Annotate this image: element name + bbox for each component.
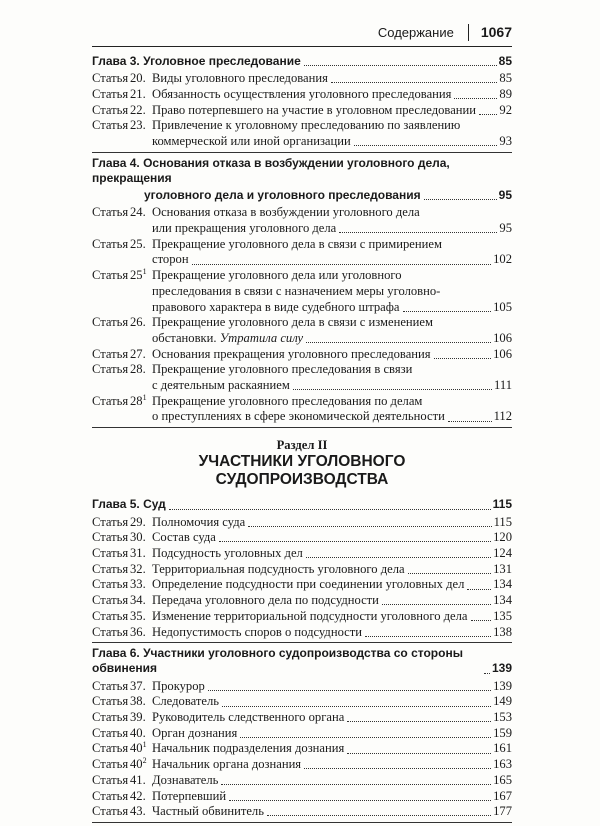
article-title-line	[152, 546, 512, 561]
chapter-page: 85	[498, 54, 512, 68]
article-number: 38.	[130, 694, 146, 709]
part-label: Раздел II	[276, 438, 328, 453]
article-title: Прекращение уголовного дела в связи с примирением	[152, 236, 442, 251]
chapter-title-row	[92, 156, 512, 186]
leader-dots	[434, 358, 492, 359]
article-superscript: 1	[142, 392, 147, 402]
article-title-line	[152, 284, 512, 299]
toc-entry	[92, 252, 512, 267]
toc-entry	[92, 87, 512, 102]
toc-entry	[92, 205, 512, 220]
running-head	[0, 22, 512, 42]
toc-entry	[92, 362, 512, 377]
header-separator	[468, 24, 469, 41]
article-title: Обязанность осуществления уголовного преследования	[152, 86, 452, 101]
chapter-section	[92, 54, 512, 153]
article-title-line	[152, 726, 512, 741]
article-title: Руководитель следственного органа	[152, 710, 345, 725]
article-title: Состав суда	[152, 530, 216, 545]
article-title: Прекращение уголовного дела в связи с изменением	[152, 315, 433, 330]
article-superscript: 1	[142, 266, 147, 276]
leader-dots	[347, 753, 491, 754]
article-number: 22.	[130, 102, 146, 117]
article-title-line	[152, 679, 512, 694]
toc-entry	[92, 530, 512, 545]
article-number: 39.	[130, 710, 146, 725]
toc-entry	[92, 577, 512, 592]
toc-entry	[92, 118, 512, 133]
leader-dots	[192, 264, 492, 265]
toc-entry	[92, 625, 512, 640]
article-title-line	[152, 530, 512, 545]
article-page: 124	[493, 545, 512, 560]
leader-dots	[221, 784, 491, 785]
article-number: 33.	[130, 577, 146, 592]
article-title: Потерпевший	[152, 788, 227, 803]
article-title-line	[152, 87, 512, 102]
toc-entry	[92, 409, 512, 424]
leader-dots	[403, 311, 492, 312]
article-page: 106	[493, 330, 512, 345]
chapter-title: Глава 4. Основания отказа в возбуждении уголовного дела, прекращения	[92, 155, 450, 185]
leader-dots	[484, 673, 490, 674]
article-title: Основания прекращения уголовного преследования	[152, 346, 431, 361]
article-label: Статья	[92, 694, 129, 709]
article-page: 134	[493, 577, 512, 592]
article-page: 111	[494, 378, 512, 393]
toc-entry	[92, 378, 512, 393]
article-title: Прекращение уголовного преследования в связи	[152, 362, 413, 377]
article-number: 30.	[130, 530, 146, 545]
article-page: 115	[493, 514, 512, 529]
leader-dots	[331, 82, 498, 83]
chapter-title-row	[92, 646, 512, 676]
leader-dots	[208, 690, 491, 691]
article-title-line	[152, 118, 512, 133]
article-page: 112	[493, 409, 512, 424]
article-number: 31.	[130, 545, 146, 560]
article-label: Статья	[92, 268, 129, 283]
article-label: Статья	[92, 593, 129, 608]
toc-entry	[92, 562, 512, 577]
article-label: Статья	[92, 772, 129, 787]
article-number: 36.	[130, 624, 146, 639]
article-page: 106	[493, 346, 512, 361]
article-title: Частный обвинитель	[152, 804, 264, 819]
article-number: 26.	[130, 315, 146, 330]
article-title: Следователь	[152, 694, 219, 709]
article-title-line	[152, 773, 512, 788]
article-number: 29.	[130, 514, 146, 529]
article-number: 23.	[130, 118, 146, 133]
article-title-line	[152, 515, 512, 530]
leader-dots	[354, 145, 498, 146]
article-title: правового характера в виде судебного штрафа	[152, 299, 400, 314]
article-page: 89	[499, 86, 512, 101]
leader-dots	[240, 737, 491, 738]
article-page: 92	[499, 102, 512, 117]
article-title-line	[152, 804, 512, 819]
chapter-section	[92, 156, 512, 428]
toc-entry	[92, 394, 512, 409]
article-title-line	[152, 789, 512, 804]
article-title: Виды уголовного преследования	[152, 71, 328, 86]
article-title: Основания отказа в возбуждении уголовного дела	[152, 205, 420, 220]
article-title: обстановки. Утратила силу	[152, 330, 304, 345]
page-number: 1067	[480, 24, 512, 40]
article-number: 41.	[130, 772, 146, 787]
article-label: Статья	[92, 86, 129, 101]
article-title-line	[152, 378, 512, 393]
leader-dots	[467, 589, 491, 590]
article-title-line	[152, 205, 512, 220]
part-title-line: СУДОПРОИЗВОДСТВА	[215, 471, 389, 489]
leader-dots	[454, 98, 497, 99]
leader-dots	[219, 541, 491, 542]
article-title: Недопустимость споров о подсудности	[152, 624, 363, 639]
chapter-title: Глава 3. Уголовное преследование	[92, 54, 301, 68]
toc-entry	[92, 315, 512, 330]
article-label: Статья	[92, 678, 129, 693]
article-page: 105	[493, 299, 512, 314]
leader-dots	[471, 620, 492, 621]
toc-bottom-sections	[92, 497, 512, 823]
article-page: 134	[493, 593, 512, 608]
toc-entry	[92, 694, 512, 709]
article-title-line	[152, 347, 512, 362]
toc-entry	[92, 515, 512, 530]
toc-entry	[92, 741, 512, 756]
article-number: 43.	[130, 804, 146, 819]
article-title: о преступлениях в сфере экономической деятельности	[152, 409, 445, 424]
article-title: Определение подсудности при соединении уголовных дел	[152, 577, 465, 592]
article-title-line	[152, 593, 512, 608]
part-heading	[92, 438, 512, 489]
article-label: Статья	[92, 741, 129, 756]
toc-entry	[92, 71, 512, 86]
toc-entry	[92, 221, 512, 236]
toc-entry	[92, 331, 512, 346]
toc-entry	[92, 284, 512, 299]
chapter-title-row	[92, 497, 512, 512]
toc-entry	[92, 726, 512, 741]
leader-dots	[229, 800, 491, 801]
article-title-line	[152, 71, 512, 86]
article-title-line	[152, 757, 512, 772]
article-title: преследования в связи с назначением меры уголовно-	[152, 283, 441, 298]
leader-dots	[304, 65, 497, 66]
article-number: 37.	[130, 678, 146, 693]
article-title-line	[152, 741, 512, 756]
leader-dots	[306, 342, 491, 343]
article-page: 159	[493, 725, 512, 740]
article-title-line	[152, 609, 512, 624]
chapter-page: 139	[491, 661, 512, 676]
article-title: Передача уголовного дела по подсудности	[152, 593, 379, 608]
article-title: Начальник органа дознания	[152, 757, 302, 772]
article-superscript: 1	[142, 740, 147, 750]
part-title-line: УЧАСТНИКИ УГОЛОВНОГО	[198, 453, 406, 471]
leader-dots	[382, 604, 491, 605]
article-label: Статья	[92, 624, 129, 639]
article-title-line	[152, 577, 512, 592]
toc-entry	[92, 103, 512, 118]
article-label: Статья	[92, 346, 129, 361]
article-number: $40^2$	[130, 755, 147, 772]
leader-dots	[408, 573, 492, 574]
toc-entry	[92, 679, 512, 694]
article-label: Статья	[92, 804, 129, 819]
article-title-line	[152, 625, 512, 640]
article-page: 149	[493, 694, 512, 709]
leader-dots	[448, 421, 492, 422]
article-number: 32.	[130, 561, 146, 576]
article-title: Прекращение уголовного преследования по делам	[152, 393, 423, 408]
article-title-line	[152, 362, 512, 377]
article-superscript: 2	[142, 755, 147, 765]
leader-dots	[304, 768, 491, 769]
chapter-title-row	[92, 54, 512, 69]
article-label: Статья	[92, 710, 129, 725]
toc-entry	[92, 237, 512, 252]
article-page: 120	[493, 530, 512, 545]
article-title: Полномочия суда	[152, 514, 246, 529]
leader-dots	[339, 232, 497, 233]
article-title: Право потерпевшего на участие в уголовном преследовании	[152, 102, 477, 117]
article-title-line	[152, 331, 512, 346]
article-number: 28.	[130, 362, 146, 377]
leader-dots	[222, 706, 491, 707]
article-label: Статья	[92, 788, 129, 803]
article-page: 135	[493, 608, 512, 623]
article-page: 131	[493, 561, 512, 576]
article-number: $25^1$	[130, 266, 147, 283]
article-label: Статья	[92, 514, 129, 529]
article-title: Дознаватель	[152, 772, 219, 787]
toc-entry	[92, 710, 512, 725]
article-label: Статья	[92, 236, 129, 251]
article-label: Статья	[92, 315, 129, 330]
leader-dots	[248, 526, 491, 527]
toc-top-sections	[92, 54, 512, 428]
chapter-title-row	[92, 188, 512, 203]
toc-entry	[92, 757, 512, 772]
article-title-line	[152, 103, 512, 118]
article-number: 40.	[130, 725, 146, 740]
article-label: Статья	[92, 757, 129, 772]
header-rule	[92, 46, 512, 47]
article-number: 35.	[130, 608, 146, 623]
article-title-line	[152, 252, 512, 267]
article-page: 167	[493, 788, 512, 803]
article-number: 21.	[130, 86, 146, 101]
chapter-title: уголовного дела и уголовного преследования	[144, 188, 421, 203]
article-title: Подсудность уголовных дел	[152, 545, 303, 560]
leader-dots	[293, 389, 492, 390]
toc-entry	[92, 773, 512, 788]
article-page: 95	[499, 221, 512, 236]
article-label: Статья	[92, 393, 129, 408]
leader-dots	[347, 721, 491, 722]
toc-entry	[92, 789, 512, 804]
article-page: 85	[499, 71, 512, 86]
toc-entry	[92, 609, 512, 624]
toc-entry	[92, 804, 512, 819]
article-label: Статья	[92, 205, 129, 220]
article-label: Статья	[92, 102, 129, 117]
article-title: коммерческой или иной организации	[152, 134, 351, 149]
article-label: Статья	[92, 577, 129, 592]
article-label: Статья	[92, 561, 129, 576]
article-page: 139	[493, 678, 512, 693]
article-label: Статья	[92, 725, 129, 740]
toc-entry	[92, 300, 512, 315]
article-page: 153	[493, 710, 512, 725]
toc-entry	[92, 134, 512, 149]
chapter-page: 95	[498, 188, 512, 203]
article-title: Прекращение уголовного дела или уголовного	[152, 268, 402, 283]
article-title: Изменение территориальной подсудности уголовного дела	[152, 608, 468, 623]
article-label: Статья	[92, 362, 129, 377]
chapter-page: 115	[492, 497, 512, 512]
article-number: 24.	[130, 205, 146, 220]
article-page: 163	[493, 757, 512, 772]
article-page: 93	[499, 134, 512, 149]
leader-dots	[479, 114, 497, 115]
toc-entry	[92, 593, 512, 608]
leader-dots	[169, 509, 491, 510]
article-title: Привлечение к уголовному преследованию по заявлению	[152, 118, 461, 133]
toc-entry	[92, 546, 512, 561]
article-label: Статья	[92, 545, 129, 560]
article-number: 34.	[130, 593, 146, 608]
article-title-line	[152, 268, 512, 283]
article-title-line	[152, 300, 512, 315]
article-title-line	[152, 562, 512, 577]
leader-dots	[306, 557, 491, 558]
article-title: с деятельным раскаянием	[152, 378, 290, 393]
article-title-line	[152, 409, 512, 424]
leader-dots	[267, 815, 491, 816]
toc-entry	[92, 268, 512, 283]
article-number: $40^1$	[130, 740, 147, 756]
article-number: 25.	[130, 236, 146, 251]
article-title-line	[152, 315, 512, 330]
article-label: Статья	[92, 608, 129, 623]
article-title-line	[152, 394, 512, 409]
article-label: Статья	[92, 530, 129, 545]
article-number: $28^1$	[130, 392, 147, 408]
article-page: 102	[493, 252, 512, 267]
article-title-line	[152, 134, 512, 149]
chapter-section	[92, 497, 512, 643]
article-number: 42.	[130, 788, 146, 803]
table-of-contents	[92, 54, 512, 826]
leader-dots	[365, 636, 491, 637]
chapter-title: Глава 6. Участники уголовного судопроизводства со стороны обвинения	[92, 646, 463, 676]
article-page: 177	[493, 804, 512, 819]
article-title-line	[152, 694, 512, 709]
article-page: 161	[493, 741, 512, 756]
article-title-line	[152, 710, 512, 725]
article-number: 27.	[130, 346, 146, 361]
article-title: сторон	[152, 252, 189, 267]
article-title: или прекращения уголовного дела	[152, 221, 337, 236]
article-label: Статья	[92, 118, 129, 133]
toc-entry	[92, 347, 512, 362]
article-label: Статья	[92, 71, 129, 86]
article-title: Прокурор	[152, 678, 205, 693]
chapter-section	[92, 646, 512, 823]
leader-dots	[424, 199, 497, 200]
article-page: 165	[493, 772, 512, 787]
article-title: Территориальная подсудность уголовного дела	[152, 561, 405, 576]
article-title-line	[152, 237, 512, 252]
article-status: Утратила силу	[219, 330, 304, 345]
section-title: Содержание	[377, 24, 454, 40]
article-page: 138	[493, 624, 512, 639]
article-number: 20.	[130, 71, 146, 86]
chapter-title: Глава 5. Суд	[92, 497, 166, 512]
article-title-line	[152, 221, 512, 236]
article-title: Начальник подразделения дознания	[152, 741, 345, 756]
article-title: Орган дознания	[152, 725, 238, 740]
